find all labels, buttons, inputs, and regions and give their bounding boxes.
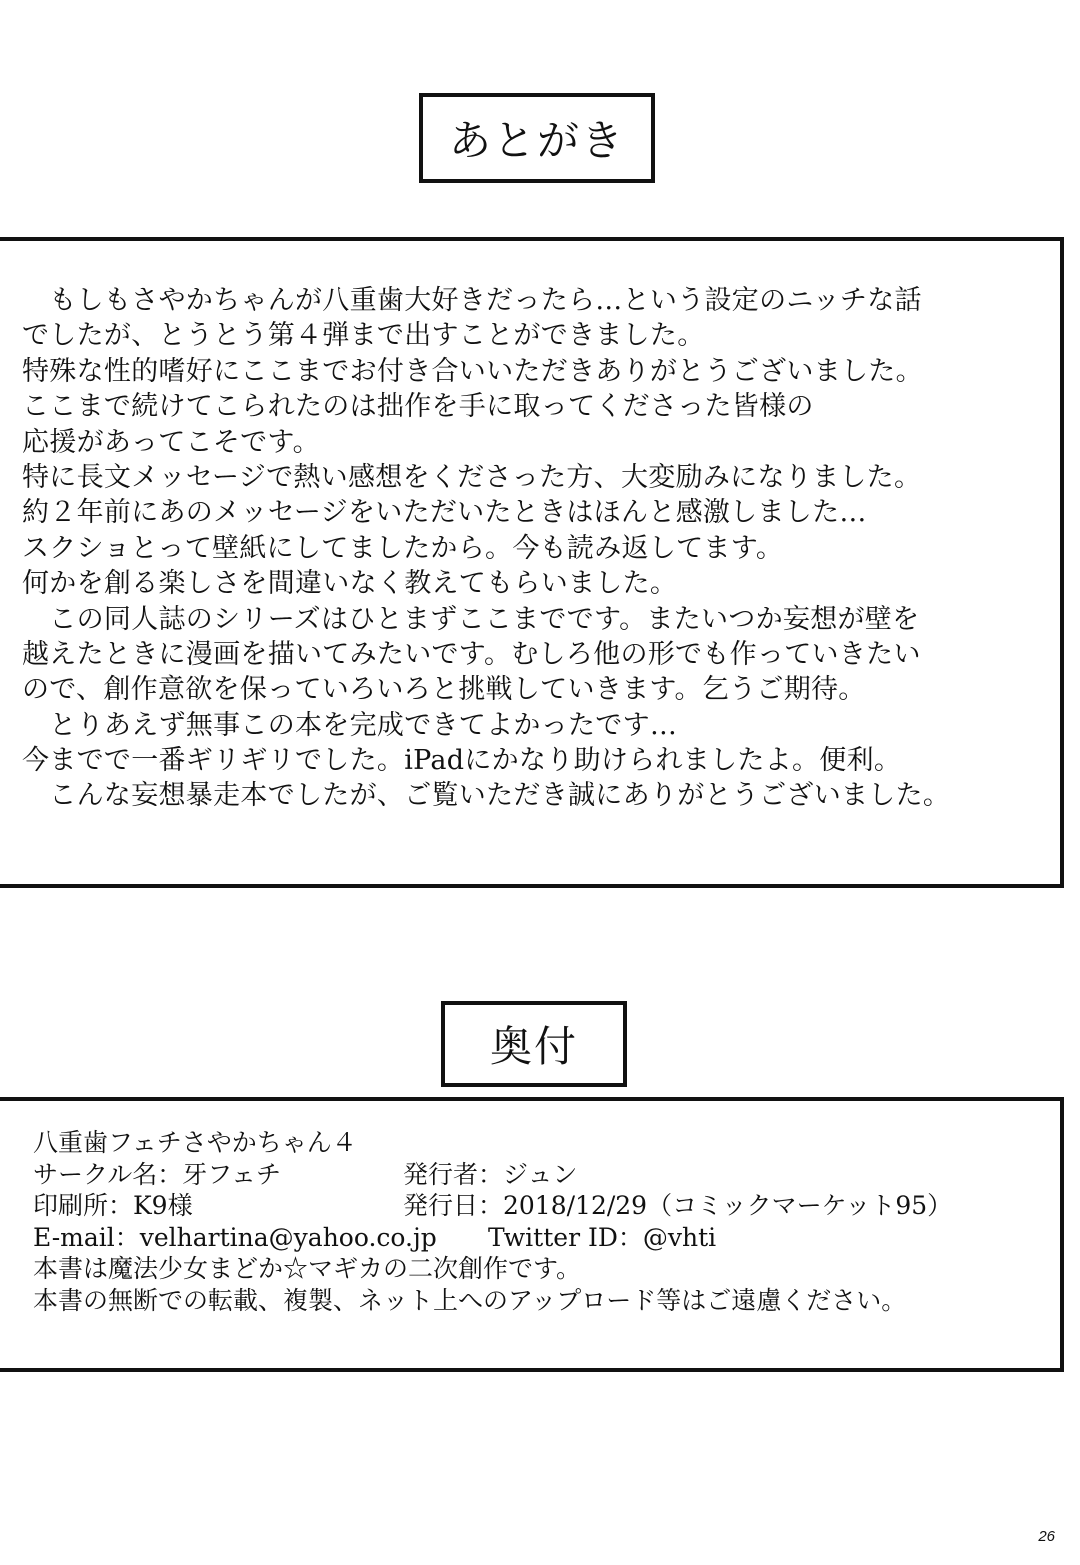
afterword-line: 特殊な性的嗜好にここまでお付き合いいただきありがとうございました。 bbox=[22, 355, 923, 387]
book-title: 八重歯フェチさやかちゃん４ bbox=[33, 1128, 357, 1157]
copyright-note-text: 本書の無断での転載、複製、ネット上へのアップロード等はご遠慮ください。 bbox=[33, 1285, 907, 1315]
colophon-book-title-row bbox=[33, 1127, 1043, 1159]
afterword-line: 何かを創る楽しさを間違いなく教えてもらいました。 bbox=[22, 568, 678, 600]
colophon-contact-row bbox=[33, 1222, 1043, 1254]
afterword-line: 越えたときに漫画を描いてみたいです。むしろ他の形でも作っていきたい bbox=[22, 638, 921, 670]
circle-name: サークル名：牙フェチ bbox=[33, 1159, 282, 1189]
colophon-title: 奥付 bbox=[489, 1022, 578, 1071]
publisher: 発行者：ジュン bbox=[403, 1159, 578, 1189]
derivative-note-text: 本書は魔法少女まどか☆マギカの二次創作です。 bbox=[33, 1254, 582, 1283]
afterword-line: スクショとって壁紙にしてましたから。今も読み返してます。 bbox=[22, 532, 784, 564]
colophon-title-box bbox=[441, 1001, 627, 1087]
email: E-mail：velhartina@yahoo.co.jp bbox=[33, 1222, 437, 1252]
issue-date: 発行日：2018/12/29（コミックマーケット95） bbox=[403, 1191, 953, 1220]
page-number: 26 bbox=[1038, 1528, 1055, 1545]
afterword-line: こんな妄想暴走本でしたが、ご覧いただき誠にありがとうございました。 bbox=[22, 780, 951, 812]
colophon-copyright-note bbox=[33, 1285, 1043, 1317]
afterword-line: 今までで一番ギリギリでした。iPadにかなり助けられましたよ。便利。 bbox=[22, 745, 902, 777]
afterword-line: 特に長文メッセージで熱い感想をくださった方、大変励みになりました。 bbox=[22, 461, 922, 493]
afterword-line: でしたが、とうとう第４弾まで出すことができました。 bbox=[22, 320, 705, 352]
afterword-line: 約２年前にあのメッセージをいただいたときはほんと感激しました… bbox=[22, 497, 867, 529]
colophon-circle-row bbox=[33, 1159, 1043, 1191]
twitter-id: Twitter ID：@vhti bbox=[488, 1222, 717, 1252]
afterword-line: ここまで続けてこられたのは拙作を手に取ってくださった皆様の bbox=[22, 391, 814, 423]
afterword-line: とりあえず無事この本を完成できてよかったです… bbox=[22, 709, 678, 741]
afterword-title: あとがき bbox=[448, 116, 625, 165]
printer: 印刷所：K9様 bbox=[33, 1191, 193, 1220]
afterword-line: 応援があってこそです。 bbox=[22, 426, 320, 458]
afterword-line: もしもさやかちゃんが八重歯大好きだったら…という設定のニッチな話 bbox=[22, 285, 922, 316]
colophon-body bbox=[33, 1127, 1043, 1316]
afterword-line: ので、創作意欲を保っていろいろと挑戦していきます。乞うご期待。 bbox=[22, 674, 866, 706]
afterword-line: この同人誌のシリーズはひとまずここまでです。またいつか妄想が壁を bbox=[22, 603, 920, 635]
afterword-title-box bbox=[419, 93, 655, 183]
colophon-printer-row bbox=[33, 1190, 1043, 1222]
afterword-body bbox=[22, 283, 1052, 814]
colophon-derivative-note bbox=[33, 1253, 1043, 1285]
